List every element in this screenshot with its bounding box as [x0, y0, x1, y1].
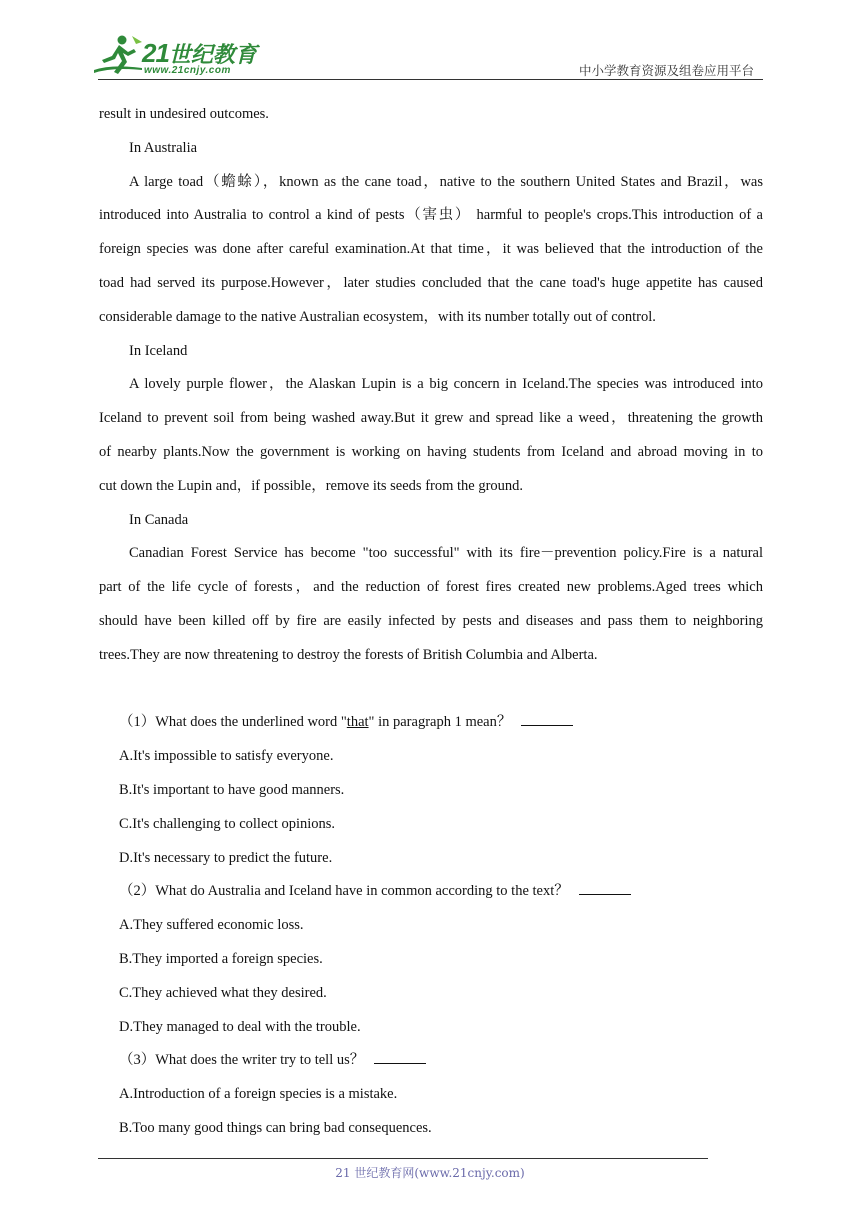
- runner-icon: [92, 34, 144, 78]
- passage-line: Iceland to prevent soil from being washed away.But it grew and spread like a weed，threatening the growth: [99, 410, 763, 427]
- passage-line: considerable damage to the native Australian ecosystem，with its number totally out of control.: [99, 308, 656, 325]
- option-3b: B.Too many good things can bring bad consequences.: [119, 1119, 432, 1136]
- answer-blank[interactable]: [521, 711, 573, 726]
- passage-line: toad had served its purpose.However，later studies concluded that the cane toad's huge appetite has caused: [99, 274, 763, 291]
- question-3: （3）What does the writer try to tell us？: [99, 1044, 763, 1078]
- option-1b: B.It's important to have good manners.: [119, 781, 345, 798]
- passage-line: Canadian Forest Service has become "too successful" with its fire－prevention policy.Fire is a natural: [129, 545, 763, 562]
- option-1c: C.It's challenging to collect opinions.: [119, 815, 336, 832]
- logo-url: www.21cnjy.com: [144, 65, 231, 76]
- passage-line: A large toad（蟾蜍），known as the cane toad，native to the southern United States and Brazil，was: [129, 173, 763, 190]
- question-1: （1）What does the underlined word "that" in paragraph 1 mean？: [99, 706, 763, 740]
- option-1d: D.It's necessary to predict the future.: [119, 849, 333, 866]
- option-1a: A.It's impossible to satisfy everyone.: [119, 748, 334, 765]
- passage-line: part of the life cycle of forests，and the reduction of forest fires created new problems.Aged trees which: [99, 579, 763, 596]
- footer-divider: [98, 1158, 708, 1159]
- option-2a: A.They suffered economic loss.: [119, 917, 304, 934]
- page-footer[interactable]: 21 世纪教育网(www.21cnjy.com): [335, 1166, 525, 1180]
- passage-line: of nearby plants.Now the government is working on having students from Iceland and abroad moving in to: [99, 443, 763, 460]
- passage-line: foreign species was done after careful examination.At that time，it was believed that the introduction of the: [99, 241, 763, 258]
- heading-iceland: In Iceland: [129, 342, 188, 359]
- passage-line: trees.They are now threatening to destroy the forests of British Columbia and Alberta.: [99, 646, 598, 663]
- option-2d: D.They managed to deal with the trouble.: [119, 1018, 361, 1035]
- site-logo: [92, 34, 262, 78]
- passage-line: cut down the Lupin and，if possible，remove its seeds from the ground.: [99, 477, 524, 494]
- heading-canada: In Canada: [129, 511, 189, 528]
- underlined-word: that: [346, 714, 369, 731]
- page-header: [0, 0, 860, 80]
- answer-blank[interactable]: [579, 880, 631, 895]
- logo-wordmark: 21世纪教育: [142, 38, 257, 68]
- heading-australia: In Australia: [129, 139, 198, 156]
- document-body: [99, 98, 763, 1146]
- passage-line: introduced into Australia to control a kind of pests（害虫） harmful to people's crops.This introduction of a: [99, 207, 763, 224]
- passage-line: should have been killed off by fire are easily infected by pests and diseases and pass them to neighboring: [99, 612, 763, 629]
- header-divider: [98, 79, 763, 80]
- passage-line: A lovely purple flower，the Alaskan Lupin is a big concern in Iceland.The species was introduced into: [129, 376, 763, 393]
- answer-blank[interactable]: [374, 1049, 426, 1064]
- passage-line: result in undesired outcomes.: [99, 106, 269, 122]
- question-2: （2）What do Australia and Iceland have in common according to the text？: [99, 875, 763, 909]
- option-2c: C.They achieved what they desired.: [119, 984, 327, 1001]
- option-2b: B.They imported a foreign species.: [119, 950, 323, 967]
- header-platform-name: 中小学教育资源及组卷应用平台: [578, 63, 754, 78]
- option-3a: A.Introduction of a foreign species is a mistake.: [119, 1086, 398, 1103]
- spacer: [99, 673, 763, 707]
